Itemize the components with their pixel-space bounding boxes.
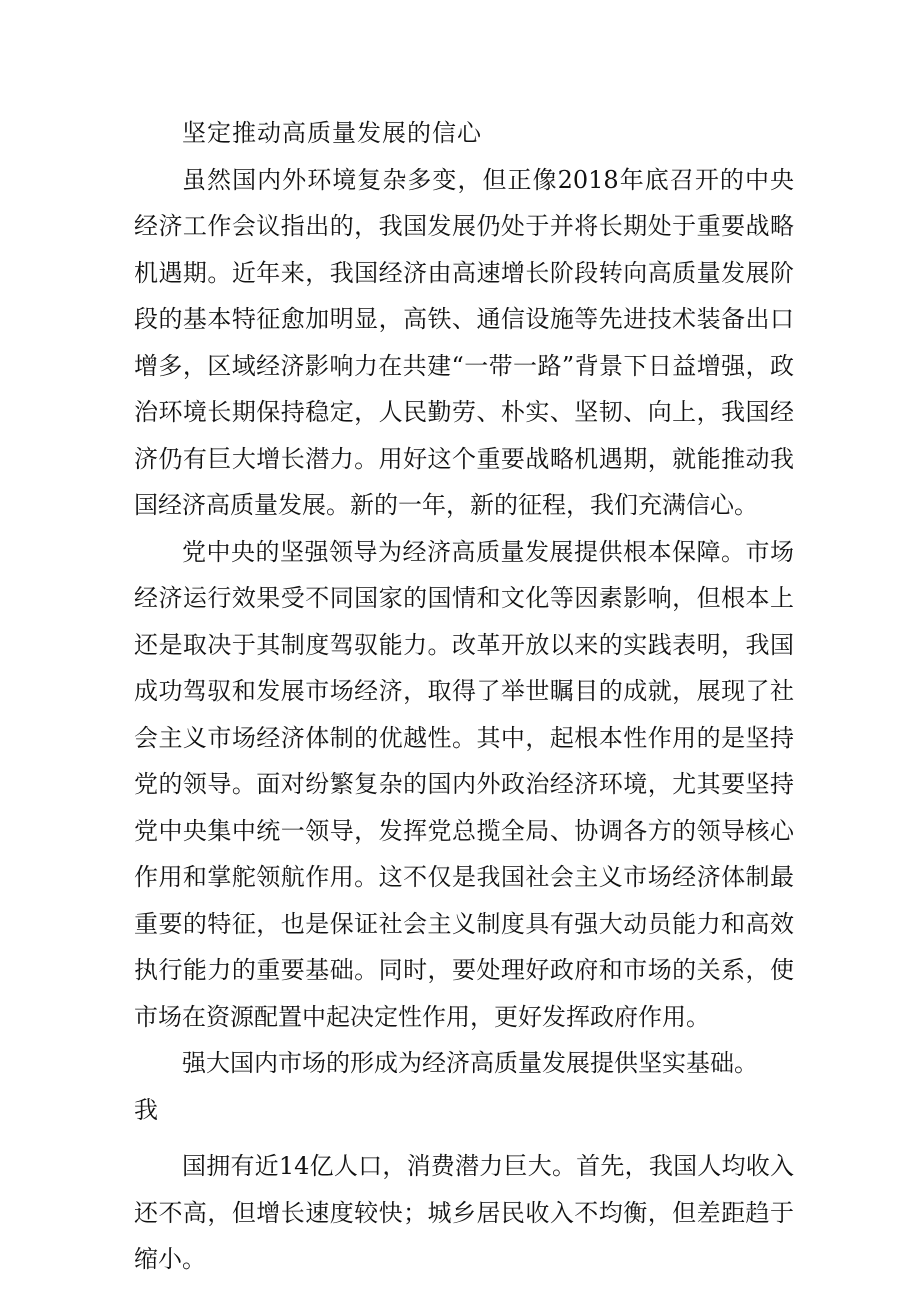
paragraph-5: 国拥有近14亿人口，消费潜力巨大。首先，我国人均收入还不高，但增长速度较快；城乡居民收入不均衡，但差距趋于缩小。 <box>134 1152 794 1273</box>
document-title: 坚定推动高质量发展的信心 <box>182 119 482 147</box>
paragraph-1: 虽然国内外环境复杂多变，但正像2018年底召开的中央经济工作会议指出的，我国发展仍处于并将长期处于重要战略机遇期。近年来，我国经济由高速增长阶段转向高质量发展阶段的基本特征愈加明显，高铁、通信设施等先进技术装备出口增多，区域经济影响力在共建“一带一路”背景下日益增强，政治环境长期保持稳定，人民勤劳、朴实、坚韧、向上，我国经济仍有巨大增长潜力。用好这个重要战略机遇期，就能推动我国经济高质量发展。新的一年，新的征程，我们充满信心。 <box>134 165 794 519</box>
paragraph-2: 党中央的坚强领导为经济高质量发展提供根本保障。市场经济运行效果受不同国家的国情和文化等因素影响，但根本上还是取决于其制度驾驭能力。改革开放以来的实践表明，我国成功驾驭和发展市场经济，取得了举世瞩目的成就，展现了社会主义市场经济体制的优越性。其中，起根本性作用的是坚持党的领导。面对纷繁复杂的国内外政治经济环境，尤其要坚持党中央集中统一领导，发挥党总揽全局、协调各方的领导核心作用和掌舵领航作用。这不仅是我国社会主义市场经济体制最重要的特征，也是保证社会主义制度具有强大动员能力和高效执行能力的重要基础。同时，要处理好政府和市场的关系，使市场在资源配置中起决定性作用，更好发挥政府作用。 <box>134 537 794 1031</box>
paragraph-spacer <box>134 1133 794 1143</box>
document-body <box>134 110 794 1283</box>
paragraph-4-fragment: 我 <box>134 1095 158 1124</box>
paragraph-3: 强大国内市场的形成为经济高质量发展提供坚实基础。 <box>182 1049 758 1077</box>
